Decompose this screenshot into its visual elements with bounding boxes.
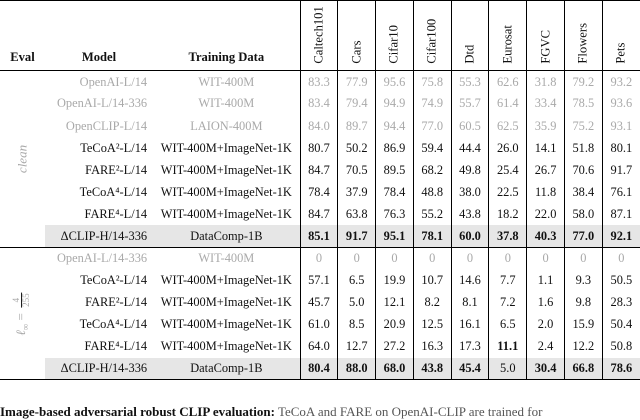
score-cell: 9.3: [564, 269, 602, 291]
score-cell: 70.5: [338, 159, 376, 181]
score-cell: 62.6: [489, 71, 527, 93]
model-name: TeCoA⁴-L/14: [79, 184, 148, 199]
score-cell: 6.5: [338, 269, 376, 291]
table-row: [0, 159, 640, 181]
score-cell: 89.5: [376, 159, 414, 181]
table-row: [0, 358, 640, 380]
score-cell: 0: [300, 247, 338, 269]
score-cell: 77.9: [338, 71, 376, 93]
model-name: OpenAI-L/14: [79, 74, 148, 89]
score-cell: 6.5: [489, 314, 527, 336]
model-name: FARE²-L/14: [85, 162, 148, 177]
eval-section-label: [0, 71, 45, 248]
eval-clean-label: clean: [14, 144, 30, 173]
score-cell: 93.2: [602, 71, 640, 93]
score-cell: 0: [451, 247, 489, 269]
score-cell: 37.9: [338, 181, 376, 203]
table-row: [0, 247, 640, 269]
score-cell: 20.9: [376, 314, 414, 336]
score-cell: 84.0: [300, 115, 338, 137]
score-cell: 43.8: [451, 203, 489, 225]
table-row: [0, 93, 640, 115]
table-row: [0, 115, 640, 137]
score-cell: 0: [413, 247, 451, 269]
score-cell: 50.5: [602, 269, 640, 291]
table-row: [0, 291, 640, 313]
score-cell: 60.0: [451, 225, 489, 247]
score-cell: 88.0: [338, 358, 376, 380]
score-cell: 0: [602, 247, 640, 269]
header-dataset: FGVC: [527, 1, 565, 71]
score-cell: 44.4: [451, 137, 489, 159]
score-cell: 86.9: [376, 137, 414, 159]
score-cell: 0: [376, 247, 414, 269]
score-cell: 7.7: [489, 269, 527, 291]
score-cell: 62.5: [489, 115, 527, 137]
score-cell: 85.1: [300, 225, 338, 247]
score-cell: 30.4: [527, 358, 565, 380]
score-cell: 43.8: [413, 358, 451, 380]
header-model: Model: [81, 50, 117, 65]
training-data: LAION-400M: [190, 118, 263, 133]
score-cell: 28.3: [602, 291, 640, 313]
score-cell: 12.2: [564, 336, 602, 358]
score-cell: 63.8: [338, 203, 376, 225]
score-cell: 16.1: [451, 314, 489, 336]
score-cell: 68.2: [413, 159, 451, 181]
model-name: FARE⁴-L/14: [84, 339, 148, 354]
table-row: [0, 225, 640, 247]
score-cell: 40.3: [527, 225, 565, 247]
score-cell: 0: [527, 247, 565, 269]
score-cell: 64.0: [300, 336, 338, 358]
model-name: ΔCLIP-H/14-336: [45, 358, 153, 380]
table-caption: [0, 404, 640, 420]
score-cell: 50.2: [338, 137, 376, 159]
eval-linf-label: ℓ$_\infty$ = 4 255: [11, 292, 32, 336]
training-data: DataComp-1B: [153, 225, 300, 247]
table-row: [0, 336, 640, 358]
score-cell: 58.0: [564, 203, 602, 225]
header-dataset: Eurosat: [489, 1, 527, 71]
score-cell: 57.1: [300, 269, 338, 291]
model-name: OpenCLIP-L/14: [65, 118, 148, 133]
score-cell: 1.1: [527, 269, 565, 291]
score-cell: 5.0: [338, 291, 376, 313]
table-header-row: [0, 1, 640, 71]
model-name: TeCoA⁴-L/14: [79, 317, 148, 332]
header-dataset: Flowers: [564, 1, 602, 71]
table-row: [0, 181, 640, 203]
score-cell: 89.7: [338, 115, 376, 137]
score-cell: 77.0: [564, 225, 602, 247]
score-cell: 78.4: [300, 181, 338, 203]
score-cell: 18.2: [489, 203, 527, 225]
table-row: [0, 269, 640, 291]
score-cell: 48.8: [413, 181, 451, 203]
score-cell: 78.6: [602, 358, 640, 380]
score-cell: 0: [564, 247, 602, 269]
score-cell: 78.1: [413, 225, 451, 247]
table-row: [0, 137, 640, 159]
score-cell: 2.0: [527, 314, 565, 336]
header-dataset: Cifar10: [376, 1, 414, 71]
caption-text: TeCoA and FARE on OpenAI-CLIP are trained for: [274, 404, 543, 419]
score-cell: 68.0: [376, 358, 414, 380]
score-cell: 12.7: [338, 336, 376, 358]
score-cell: 50.8: [602, 336, 640, 358]
score-cell: 84.7: [300, 203, 338, 225]
score-cell: 70.6: [564, 159, 602, 181]
score-cell: 45.7: [300, 291, 338, 313]
score-cell: 55.2: [413, 203, 451, 225]
score-cell: 27.2: [376, 336, 414, 358]
score-cell: 60.5: [451, 115, 489, 137]
training-data: WIT-400M+ImageNet-1K: [160, 140, 292, 155]
eval-section-label: [0, 247, 45, 380]
score-cell: 75.2: [564, 115, 602, 137]
score-cell: 35.9: [527, 115, 565, 137]
score-cell: 11.1: [489, 336, 527, 358]
model-name: ΔCLIP-H/14-336: [45, 225, 153, 247]
score-cell: 16.3: [413, 336, 451, 358]
score-cell: 91.7: [338, 225, 376, 247]
score-cell: 77.0: [413, 115, 451, 137]
training-data: WIT-400M+ImageNet-1K: [160, 339, 292, 354]
score-cell: 0: [338, 247, 376, 269]
score-cell: 74.9: [413, 93, 451, 115]
score-cell: 80.4: [300, 358, 338, 380]
score-cell: 8.5: [338, 314, 376, 336]
score-cell: 8.1: [451, 291, 489, 313]
table-row: [0, 71, 640, 93]
model-name: OpenAI-L/14-336: [56, 96, 148, 111]
score-cell: 55.7: [451, 93, 489, 115]
score-cell: 0: [489, 247, 527, 269]
training-data: WIT-400M+ImageNet-1K: [160, 295, 292, 310]
score-cell: 78.4: [376, 181, 414, 203]
score-cell: 45.4: [451, 358, 489, 380]
model-name: TeCoA²-L/14: [80, 273, 148, 288]
header-dataset: Pets: [602, 1, 640, 71]
score-cell: 10.7: [413, 269, 451, 291]
score-cell: 26.0: [489, 137, 527, 159]
score-cell: 14.6: [451, 269, 489, 291]
score-cell: 95.1: [376, 225, 414, 247]
table-row: [0, 314, 640, 336]
model-name: OpenAI-L/14-336: [56, 251, 148, 266]
table-row: [0, 203, 640, 225]
header-training-data: Training Data: [188, 50, 265, 65]
score-cell: 61.0: [300, 314, 338, 336]
score-cell: 38.4: [564, 181, 602, 203]
score-cell: 92.1: [602, 225, 640, 247]
score-cell: 79.2: [564, 71, 602, 93]
score-cell: 87.1: [602, 203, 640, 225]
score-cell: 1.6: [527, 291, 565, 313]
score-cell: 76.1: [602, 181, 640, 203]
score-cell: 78.5: [564, 93, 602, 115]
score-cell: 33.4: [527, 93, 565, 115]
header-eval: Eval: [10, 50, 35, 65]
training-data: WIT-400M+ImageNet-1K: [160, 162, 292, 177]
training-data: WIT-400M+ImageNet-1K: [160, 206, 292, 221]
score-cell: 19.9: [376, 269, 414, 291]
score-cell: 14.1: [527, 137, 565, 159]
score-cell: 80.7: [300, 137, 338, 159]
header-dataset: Cifar100: [413, 1, 451, 71]
score-cell: 79.4: [338, 93, 376, 115]
model-name: FARE⁴-L/14: [84, 206, 148, 221]
score-cell: 49.8: [451, 159, 489, 181]
score-cell: 31.8: [527, 71, 565, 93]
score-cell: 91.7: [602, 159, 640, 181]
score-cell: 26.7: [527, 159, 565, 181]
training-data: WIT-400M+ImageNet-1K: [160, 184, 292, 199]
score-cell: 93.6: [602, 93, 640, 115]
score-cell: 12.1: [376, 291, 414, 313]
training-data: WIT-400M+ImageNet-1K: [160, 273, 292, 288]
score-cell: 7.2: [489, 291, 527, 313]
score-cell: 75.8: [413, 71, 451, 93]
score-cell: 83.3: [300, 71, 338, 93]
score-cell: 80.1: [602, 137, 640, 159]
training-data: WIT-400M: [198, 74, 255, 89]
score-cell: 76.3: [376, 203, 414, 225]
score-cell: 61.4: [489, 93, 527, 115]
score-cell: 59.4: [413, 137, 451, 159]
score-cell: 66.8: [564, 358, 602, 380]
score-cell: 55.3: [451, 71, 489, 93]
caption-bold: Image-based adversarial robust CLIP evaluation:: [0, 404, 275, 419]
score-cell: 5.0: [489, 358, 527, 380]
score-cell: 51.8: [564, 137, 602, 159]
training-data: WIT-400M: [198, 251, 255, 266]
score-cell: 83.4: [300, 93, 338, 115]
model-name: TeCoA²-L/14: [80, 140, 148, 155]
header-dataset: Dtd: [451, 1, 489, 71]
score-cell: 2.4: [527, 336, 565, 358]
score-cell: 84.7: [300, 159, 338, 181]
training-data: DataComp-1B: [153, 358, 300, 380]
score-cell: 8.2: [413, 291, 451, 313]
score-cell: 17.3: [451, 336, 489, 358]
training-data: WIT-400M: [198, 96, 255, 111]
score-cell: 94.4: [376, 115, 414, 137]
score-cell: 50.4: [602, 314, 640, 336]
score-cell: 37.8: [489, 225, 527, 247]
score-cell: 12.5: [413, 314, 451, 336]
score-cell: 94.9: [376, 93, 414, 115]
model-name: FARE²-L/14: [85, 295, 148, 310]
score-cell: 25.4: [489, 159, 527, 181]
score-cell: 38.0: [451, 181, 489, 203]
score-cell: 9.8: [564, 291, 602, 313]
score-cell: 11.8: [527, 181, 565, 203]
score-cell: 93.1: [602, 115, 640, 137]
score-cell: 15.9: [564, 314, 602, 336]
header-dataset: Cars: [338, 1, 376, 71]
header-dataset: Caltech101: [300, 1, 338, 71]
score-cell: 22.0: [527, 203, 565, 225]
training-data: WIT-400M+ImageNet-1K: [160, 317, 292, 332]
score-cell: 95.6: [376, 71, 414, 93]
score-cell: 22.5: [489, 181, 527, 203]
